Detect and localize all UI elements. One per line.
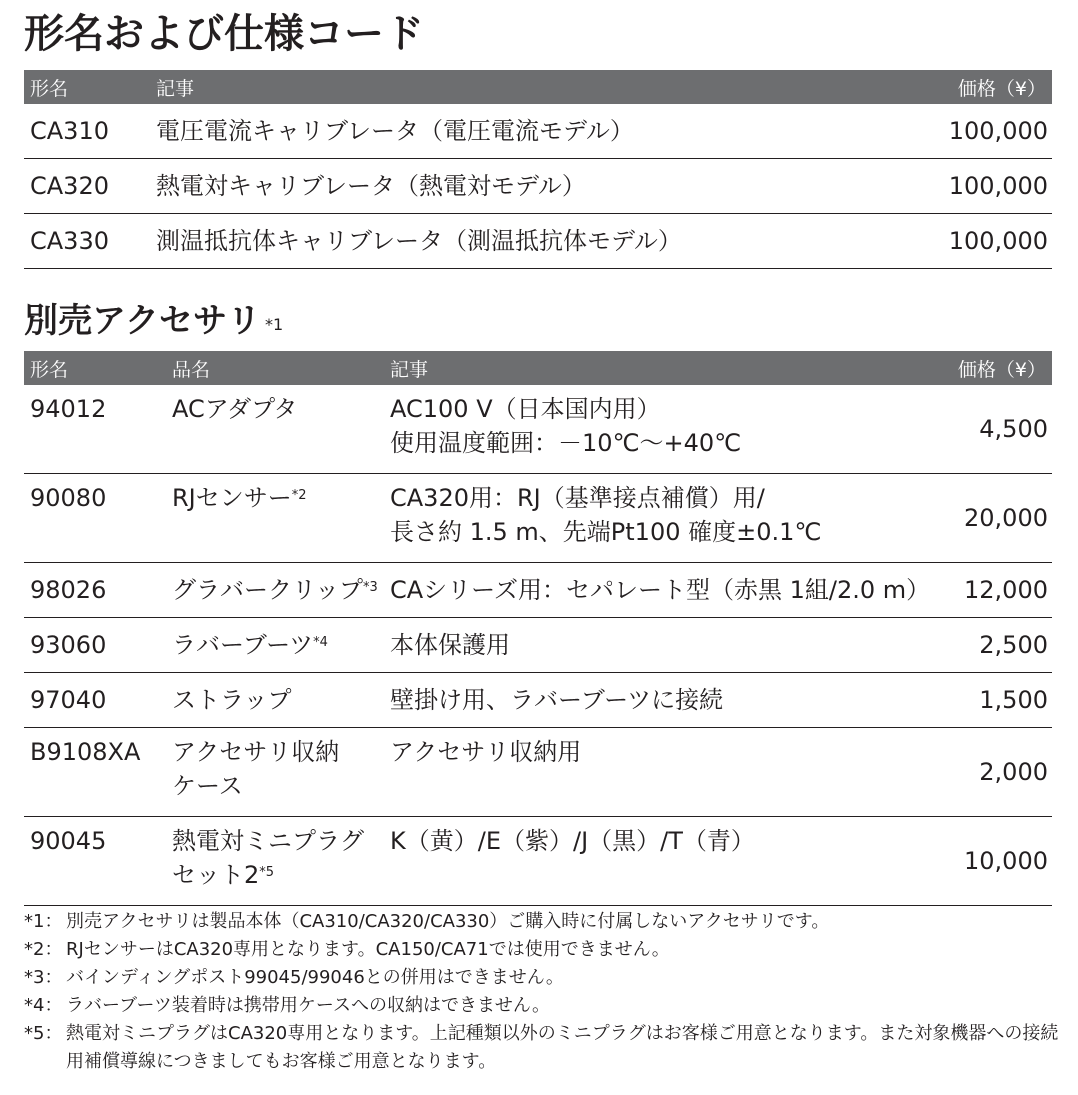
note-line-1: AC100 V（日本国内用）: [390, 395, 661, 423]
product-footnote-mark: *4: [313, 635, 328, 650]
accessories-table-header: [24, 351, 1052, 385]
accessory-product: [166, 474, 384, 563]
accessory-product: [166, 817, 384, 906]
header-price: 価格（¥）: [950, 351, 1052, 385]
model-price: 100,000: [898, 214, 1052, 269]
accessory-price: 2,500: [950, 618, 1052, 673]
footnote-text: 熱電対ミニプラグはCA320専用となります。上記種類以外のミニプラグはお客様ご用意となります。また対象機器への接続用補償導線につきましてもお客様ご用意となります。: [66, 1023, 1059, 1072]
table-row: [24, 385, 1052, 474]
note-line-1: CA320用：RJ（基準接点補償）用/: [390, 484, 765, 512]
accessory-product: [166, 728, 384, 817]
accessory-price: 12,000: [950, 563, 1052, 618]
table-row: [24, 159, 1052, 214]
footnote: [24, 964, 1064, 992]
footnotes: [24, 908, 1064, 1076]
product-line-1: RJセンサー: [172, 484, 292, 512]
accessory-model: 97040: [24, 673, 166, 728]
accessory-note: 本体保護用: [384, 618, 950, 673]
product-line-1: アクセサリ収納: [172, 738, 340, 766]
accessory-price: 10,000: [950, 817, 1052, 906]
table-row: [24, 618, 1052, 673]
models-table: [24, 70, 1052, 269]
footnote-text: RJセンサーはCA320専用となります。CA150/CA71では使用できません。: [66, 939, 670, 960]
product-footnote-mark: *3: [363, 580, 378, 595]
footnote-mark: *5：: [24, 1023, 63, 1044]
accessory-product: [166, 618, 384, 673]
table-row: [24, 214, 1052, 269]
models-table-header: [24, 70, 1052, 104]
header-note: 記事: [384, 351, 950, 385]
header-price: 価格（¥）: [898, 70, 1052, 104]
accessory-model: 98026: [24, 563, 166, 618]
footnote: [24, 936, 1064, 964]
header-model: 形名: [24, 70, 150, 104]
footnote-mark: *3：: [24, 967, 63, 988]
accessory-price: 2,000: [950, 728, 1052, 817]
accessory-model: 90080: [24, 474, 166, 563]
footnote-text: ラバーブーツ装着時は携帯用ケースへの収納はできません。: [66, 995, 551, 1016]
model-note: 測温抵抗体キャリブレータ（測温抵抗体モデル）: [150, 214, 898, 269]
footnote: [24, 908, 1064, 936]
accessory-product: ストラップ: [166, 673, 384, 728]
accessory-note: [384, 385, 950, 474]
model-price: 100,000: [898, 104, 1052, 159]
accessory-note: 壁掛け用、ラバーブーツに接続: [384, 673, 950, 728]
model-price: 100,000: [898, 159, 1052, 214]
page-title: 形名および仕様コード: [24, 11, 424, 57]
footnote: [24, 1020, 1064, 1076]
accessories-title: [24, 296, 283, 346]
table-row: [24, 728, 1052, 817]
product-line-1: グラバークリップ: [172, 576, 364, 604]
product-line-2: ケース: [172, 772, 243, 800]
product-line-1: ACアダプタ: [172, 395, 298, 423]
product-line-1: ラバーブーツ: [172, 631, 314, 659]
note-line-2: 長さ約 1.5 m、先端Pt100 確度±0.1℃: [390, 518, 822, 546]
footnote-text: バインディングポスト99045/99046との併用はできません。: [66, 967, 564, 988]
accessory-product: [166, 563, 384, 618]
header-product: 品名: [166, 351, 384, 385]
model-note: 電圧電流キャリブレータ（電圧電流モデル）: [150, 104, 898, 159]
product-line-1: 熱電対ミニプラグ: [172, 827, 364, 855]
table-row: [24, 563, 1052, 618]
accessory-product: [166, 385, 384, 474]
table-row: [24, 104, 1052, 159]
model-code: CA310: [24, 104, 150, 159]
model-code: CA320: [24, 159, 150, 214]
product-footnote-mark: *2: [291, 488, 307, 503]
accessory-model: 90045: [24, 817, 166, 906]
accessories-table: [24, 351, 1052, 906]
footnote-mark: *2：: [24, 939, 63, 960]
header-model: 形名: [24, 351, 166, 385]
accessories-title-text: 別売アクセサリ: [24, 301, 261, 341]
accessory-model: B9108XA: [24, 728, 166, 817]
accessory-price: 1,500: [950, 673, 1052, 728]
footnote-mark: *1：: [24, 911, 63, 932]
accessory-note: CAシリーズ用：セパレート型（赤黒 1組/2.0 m）: [384, 563, 950, 618]
footnote-mark: *4：: [24, 995, 63, 1016]
footnote: [24, 992, 1064, 1020]
accessory-price: 20,000: [950, 474, 1052, 563]
accessories-title-footnote: *1: [264, 315, 284, 334]
accessory-note: K（黄）/E（紫）/J（黒）/T（青）: [384, 817, 950, 906]
product-line-2-wrap: [172, 858, 384, 892]
table-row: [24, 474, 1052, 563]
accessory-note: アクセサリ収納用: [384, 728, 950, 817]
footnote-text: 別売アクセサリは製品本体（CA310/CA320/CA330）ご購入時に付属しないアクセサリです。: [66, 911, 830, 932]
table-row: [24, 673, 1052, 728]
note-line-2: 使用温度範囲：－10℃～+40℃: [390, 429, 742, 457]
accessory-price: 4,500: [950, 385, 1052, 474]
product-footnote-mark: *5: [259, 865, 275, 880]
table-row: [24, 817, 1052, 906]
accessory-note: [384, 474, 950, 563]
header-note: 記事: [150, 70, 898, 104]
accessory-model: 93060: [24, 618, 166, 673]
accessory-model: 94012: [24, 385, 166, 474]
model-note: 熱電対キャリブレータ（熱電対モデル）: [150, 159, 898, 214]
model-code: CA330: [24, 214, 150, 269]
product-line-2: セット2: [172, 861, 260, 889]
